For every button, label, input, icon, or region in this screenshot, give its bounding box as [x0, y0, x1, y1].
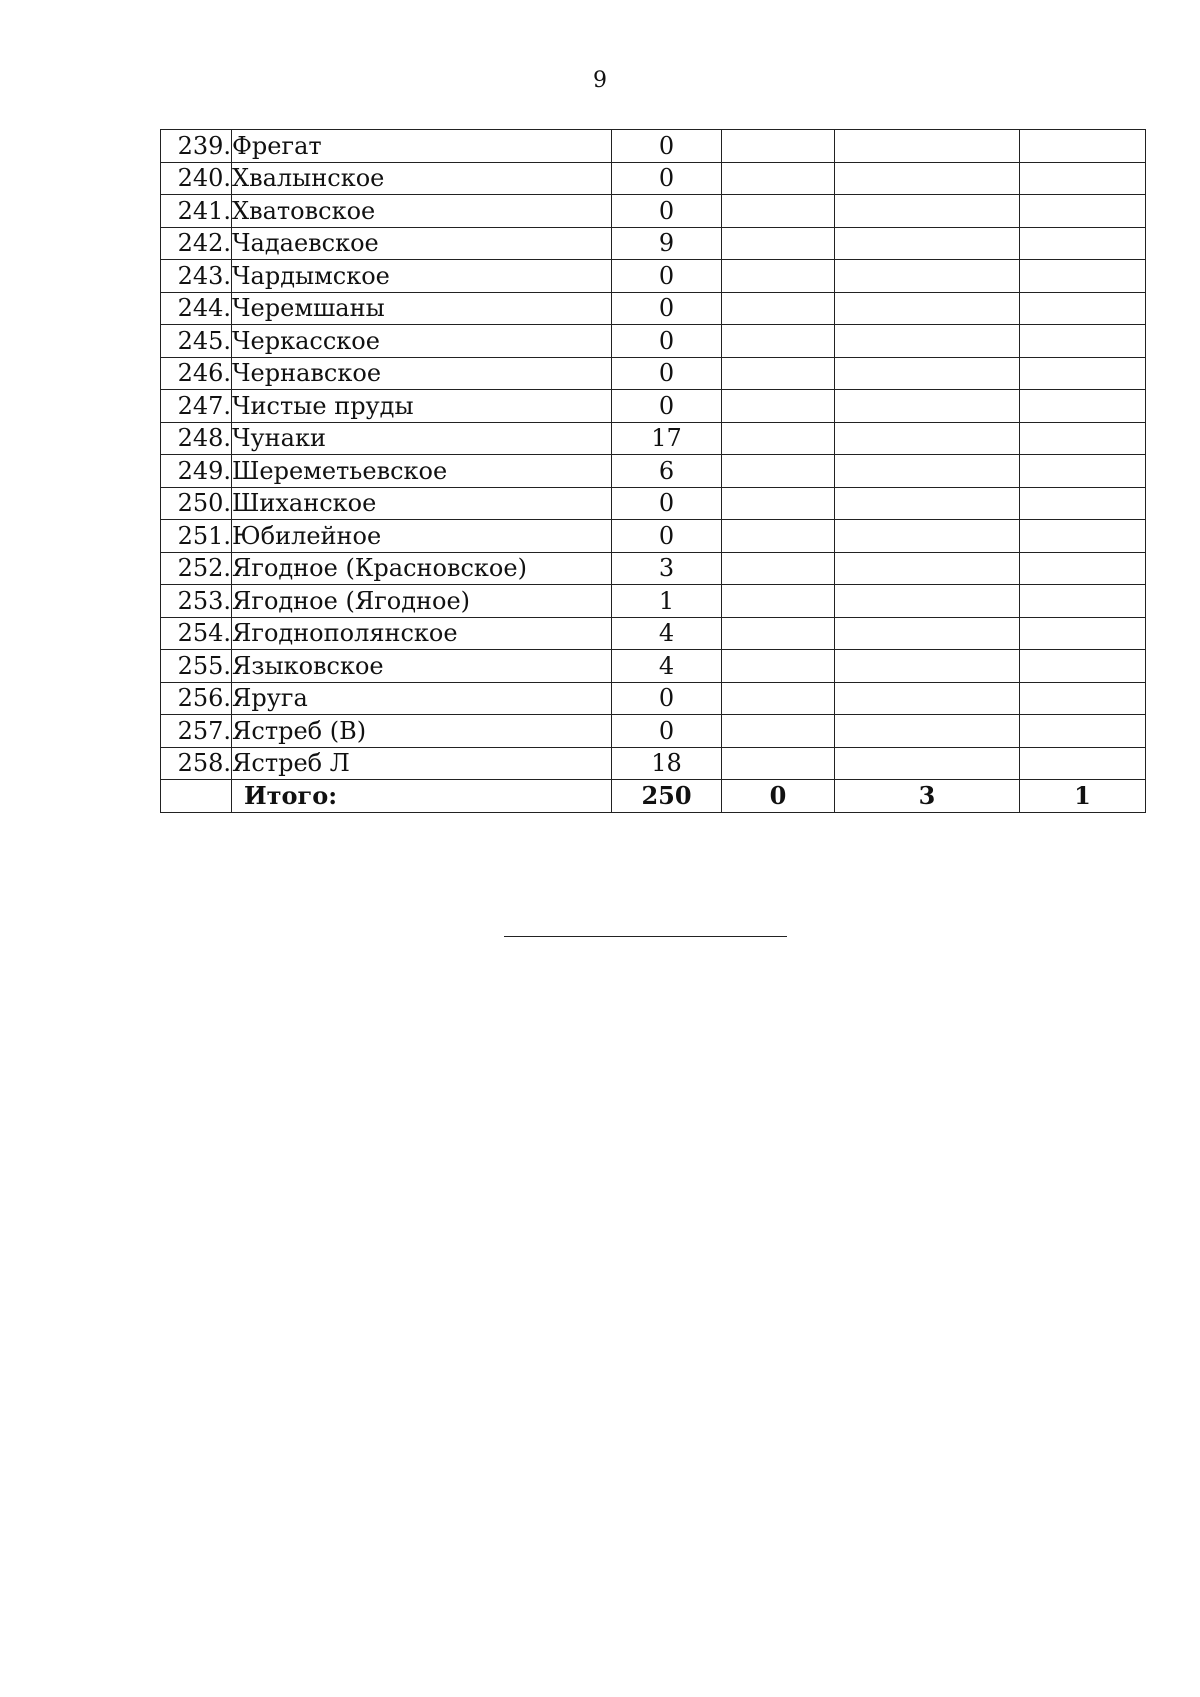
settlement-name: Ястреб Л [232, 747, 612, 780]
empty-cell [722, 617, 835, 650]
empty-cell [722, 357, 835, 390]
settlement-name: Ягодное (Красновское) [232, 552, 612, 585]
table-row [161, 130, 1146, 163]
settlement-name: Шиханское [232, 487, 612, 520]
empty-cell [835, 520, 1020, 553]
table-row [161, 162, 1146, 195]
settlement-name: Чунаки [232, 422, 612, 455]
empty-cell [835, 650, 1020, 683]
table-row [161, 325, 1146, 358]
empty-cell [835, 195, 1020, 228]
empty-cell [1020, 162, 1146, 195]
empty-cell [835, 357, 1020, 390]
row-number: 245. [161, 325, 232, 358]
count-value: 18 [612, 747, 722, 780]
total-value: 3 [835, 780, 1020, 813]
empty-cell [722, 325, 835, 358]
settlement-name: Ягодное (Ягодное) [232, 585, 612, 618]
count-value: 4 [612, 650, 722, 683]
end-divider-line [504, 936, 787, 937]
settlement-name: Яруга [232, 682, 612, 715]
count-value: 0 [612, 715, 722, 748]
total-number-cell [161, 780, 232, 813]
table-row [161, 715, 1146, 748]
empty-cell [722, 715, 835, 748]
empty-cell [1020, 455, 1146, 488]
row-number: 239. [161, 130, 232, 163]
settlement-name: Хвалынское [232, 162, 612, 195]
row-number: 256. [161, 682, 232, 715]
empty-cell [722, 650, 835, 683]
empty-cell [835, 422, 1020, 455]
row-number: 246. [161, 357, 232, 390]
count-value: 0 [612, 130, 722, 163]
empty-cell [1020, 325, 1146, 358]
empty-cell [722, 747, 835, 780]
count-value: 6 [612, 455, 722, 488]
empty-cell [722, 292, 835, 325]
table-row [161, 422, 1146, 455]
table-row [161, 260, 1146, 293]
empty-cell [1020, 292, 1146, 325]
empty-cell [1020, 422, 1146, 455]
settlement-name: Чадаевское [232, 227, 612, 260]
row-number: 250. [161, 487, 232, 520]
empty-cell [835, 715, 1020, 748]
empty-cell [1020, 260, 1146, 293]
settlement-name: Ястреб (В) [232, 715, 612, 748]
empty-cell [835, 162, 1020, 195]
count-value: 0 [612, 520, 722, 553]
table-row [161, 650, 1146, 683]
empty-cell [1020, 227, 1146, 260]
empty-cell [835, 487, 1020, 520]
row-number: 252. [161, 552, 232, 585]
count-value: 0 [612, 682, 722, 715]
empty-cell [835, 617, 1020, 650]
table-row [161, 682, 1146, 715]
empty-cell [1020, 552, 1146, 585]
empty-cell [835, 552, 1020, 585]
empty-cell [722, 682, 835, 715]
total-value: 250 [612, 780, 722, 813]
count-value: 1 [612, 585, 722, 618]
count-value: 0 [612, 162, 722, 195]
empty-cell [722, 162, 835, 195]
empty-cell [835, 260, 1020, 293]
row-number: 249. [161, 455, 232, 488]
settlement-name: Языковское [232, 650, 612, 683]
table-body [161, 130, 1146, 813]
settlement-name: Чардымское [232, 260, 612, 293]
empty-cell [1020, 390, 1146, 423]
empty-cell [722, 260, 835, 293]
empty-cell [722, 390, 835, 423]
row-number: 258. [161, 747, 232, 780]
empty-cell [835, 682, 1020, 715]
empty-cell [835, 390, 1020, 423]
count-value: 0 [612, 260, 722, 293]
count-value: 17 [612, 422, 722, 455]
settlement-name: Чистые пруды [232, 390, 612, 423]
total-row [161, 780, 1146, 813]
data-table [160, 129, 1146, 813]
table-row [161, 585, 1146, 618]
empty-cell [835, 292, 1020, 325]
settlement-name: Чернавское [232, 357, 612, 390]
empty-cell [1020, 195, 1146, 228]
settlement-name: Черемшаны [232, 292, 612, 325]
empty-cell [1020, 650, 1146, 683]
empty-cell [1020, 585, 1146, 618]
empty-cell [1020, 130, 1146, 163]
empty-cell [722, 487, 835, 520]
row-number: 244. [161, 292, 232, 325]
row-number: 243. [161, 260, 232, 293]
empty-cell [722, 195, 835, 228]
count-value: 0 [612, 195, 722, 228]
row-number: 240. [161, 162, 232, 195]
count-value: 3 [612, 552, 722, 585]
table-row [161, 487, 1146, 520]
row-number: 257. [161, 715, 232, 748]
settlement-name: Фрегат [232, 130, 612, 163]
row-number: 241. [161, 195, 232, 228]
empty-cell [835, 455, 1020, 488]
empty-cell [722, 455, 835, 488]
settlement-name: Хватовское [232, 195, 612, 228]
table-row [161, 520, 1146, 553]
empty-cell [722, 422, 835, 455]
table-row [161, 617, 1146, 650]
empty-cell [835, 585, 1020, 618]
settlement-name: Ягоднополянское [232, 617, 612, 650]
count-value: 0 [612, 487, 722, 520]
settlement-name: Шереметьевское [232, 455, 612, 488]
table-row [161, 195, 1146, 228]
row-number: 255. [161, 650, 232, 683]
table-row [161, 227, 1146, 260]
empty-cell [722, 227, 835, 260]
table-row [161, 357, 1146, 390]
table-row [161, 455, 1146, 488]
count-value: 0 [612, 357, 722, 390]
count-value: 9 [612, 227, 722, 260]
settlement-name: Черкасское [232, 325, 612, 358]
empty-cell [1020, 357, 1146, 390]
total-value: 1 [1020, 780, 1146, 813]
row-number: 247. [161, 390, 232, 423]
empty-cell [835, 325, 1020, 358]
empty-cell [835, 227, 1020, 260]
empty-cell [1020, 617, 1146, 650]
table-row [161, 552, 1146, 585]
count-value: 0 [612, 292, 722, 325]
empty-cell [1020, 520, 1146, 553]
table-row [161, 390, 1146, 423]
empty-cell [1020, 682, 1146, 715]
page-number: 9 [593, 68, 607, 93]
row-number: 254. [161, 617, 232, 650]
row-number: 253. [161, 585, 232, 618]
empty-cell [1020, 747, 1146, 780]
empty-cell [722, 552, 835, 585]
empty-cell [835, 130, 1020, 163]
table-row [161, 292, 1146, 325]
empty-cell [722, 585, 835, 618]
empty-cell [722, 130, 835, 163]
row-number: 242. [161, 227, 232, 260]
empty-cell [1020, 715, 1146, 748]
empty-cell [1020, 487, 1146, 520]
count-value: 0 [612, 325, 722, 358]
empty-cell [722, 520, 835, 553]
empty-cell [835, 747, 1020, 780]
table-row [161, 747, 1146, 780]
settlement-name: Юбилейное [232, 520, 612, 553]
total-label: Итого: [232, 780, 612, 813]
row-number: 248. [161, 422, 232, 455]
count-value: 0 [612, 390, 722, 423]
count-value: 4 [612, 617, 722, 650]
row-number: 251. [161, 520, 232, 553]
total-value: 0 [722, 780, 835, 813]
